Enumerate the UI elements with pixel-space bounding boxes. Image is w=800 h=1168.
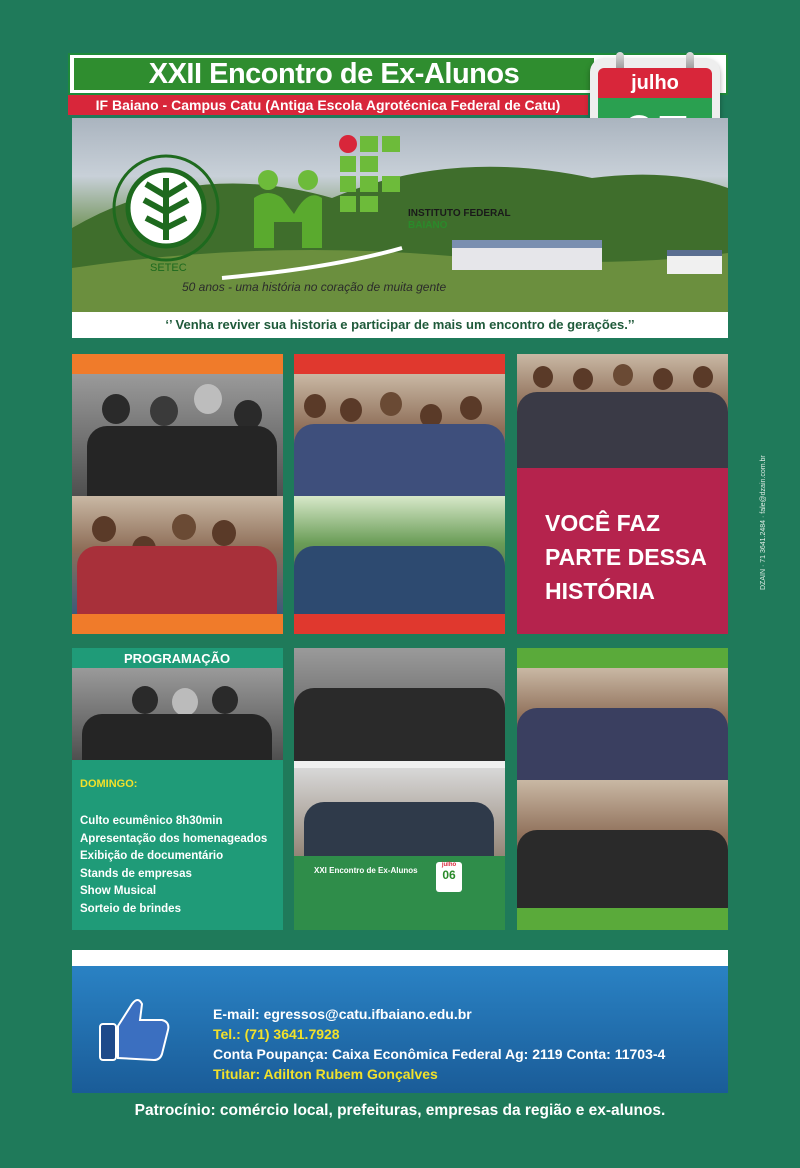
bw-group-photo: [72, 668, 283, 760]
stage-banner: [294, 856, 505, 930]
photo-panel-3: [517, 354, 728, 468]
photo-panel-4: [294, 648, 505, 930]
callout-line: HISTÓRIA: [545, 578, 655, 604]
title-background: [74, 58, 594, 90]
calendar-header: [598, 68, 712, 98]
anniversary-slogan: 50 anos - uma história no coração de muita gente: [182, 280, 447, 294]
callout-line: VOCÊ FAZ: [545, 510, 661, 536]
program-item: Sorteio de brindes: [80, 902, 181, 915]
program-title: PROGRAMAÇÃO: [124, 651, 231, 666]
contact-panel: [72, 950, 728, 1093]
callout-box: [517, 468, 728, 634]
color-group-photo: [517, 354, 728, 468]
mini-calendar-icon: julho 06: [436, 862, 462, 892]
contact-phone[interactable]: Tel.: (71) 3641.7928: [213, 1026, 340, 1042]
contact-holder: Titular: Adilton Rubem Gonçalves: [213, 1066, 438, 1082]
school-seal-logo: [106, 148, 226, 268]
invitation-quote: ‘’ Venha reviver sua historia e participar de mais um encontro de gerações.’’: [165, 317, 635, 332]
photo-panel-1: [72, 354, 283, 634]
calendar-month: julho: [631, 72, 679, 94]
photo-panel-2: [294, 354, 505, 634]
setec-label: SETEC: [150, 262, 187, 274]
contact-info: [213, 1004, 665, 1084]
bw-group-photo: [294, 648, 505, 761]
if-baiano-logo: [338, 134, 418, 214]
event-title: XXII Encontro de Ex-Alunos: [148, 58, 520, 90]
program-item: Stands de empresas: [80, 867, 192, 880]
color-group-photo: [294, 374, 505, 496]
campus-landscape-photo: [72, 118, 728, 312]
program-item: Culto ecumênico 8h30min: [80, 815, 223, 827]
program-list: [80, 813, 267, 918]
thumbs-up-icon[interactable]: [98, 994, 172, 1064]
design-credit: DZAIN · 71 3641.2484 · fale@dzain.com.br: [760, 455, 767, 590]
callout-line: PARTE DESSA: [545, 544, 707, 570]
color-group-photo: [517, 780, 728, 908]
program-day: DOMINGO:: [80, 778, 138, 790]
color-group-photo: [72, 496, 283, 614]
handshake-logo: [248, 168, 328, 248]
callout-text: [545, 506, 725, 608]
color-group-photo: [294, 496, 505, 614]
event-subtitle: IF Baiano - Campus Catu (Antiga Escola Agrotécnica Federal de Catu): [95, 97, 561, 113]
program-panel: [72, 648, 283, 930]
contact-account: Conta Poupança: Caixa Econômica Federal Ag: 2119 Conta: 11703-4: [213, 1046, 666, 1062]
color-group-photo: [517, 668, 728, 780]
program-item: Show Musical: [80, 885, 157, 897]
institute-name-label: BAIANO: [408, 220, 448, 231]
sponsor-text: Patrocínio: comércio local, prefeituras, empresas da região e ex-alunos.: [134, 1102, 666, 1119]
stage-banner-title: XXI Encontro de Ex-Alunos: [314, 866, 418, 875]
program-item: Apresentação dos homenageados: [80, 832, 268, 845]
quote-banner: [72, 312, 728, 338]
color-stage-photo: [294, 768, 505, 868]
photo-panel-5: [517, 648, 728, 930]
program-item: Exibição de documentário: [80, 850, 224, 862]
subtitle-banner: [68, 95, 588, 115]
institute-label: INSTITUTO FEDERAL: [408, 208, 511, 219]
bw-group-photo: [72, 374, 283, 496]
contact-email[interactable]: E-mail: egressos@catu.ifbaiano.edu.br: [213, 1006, 472, 1022]
